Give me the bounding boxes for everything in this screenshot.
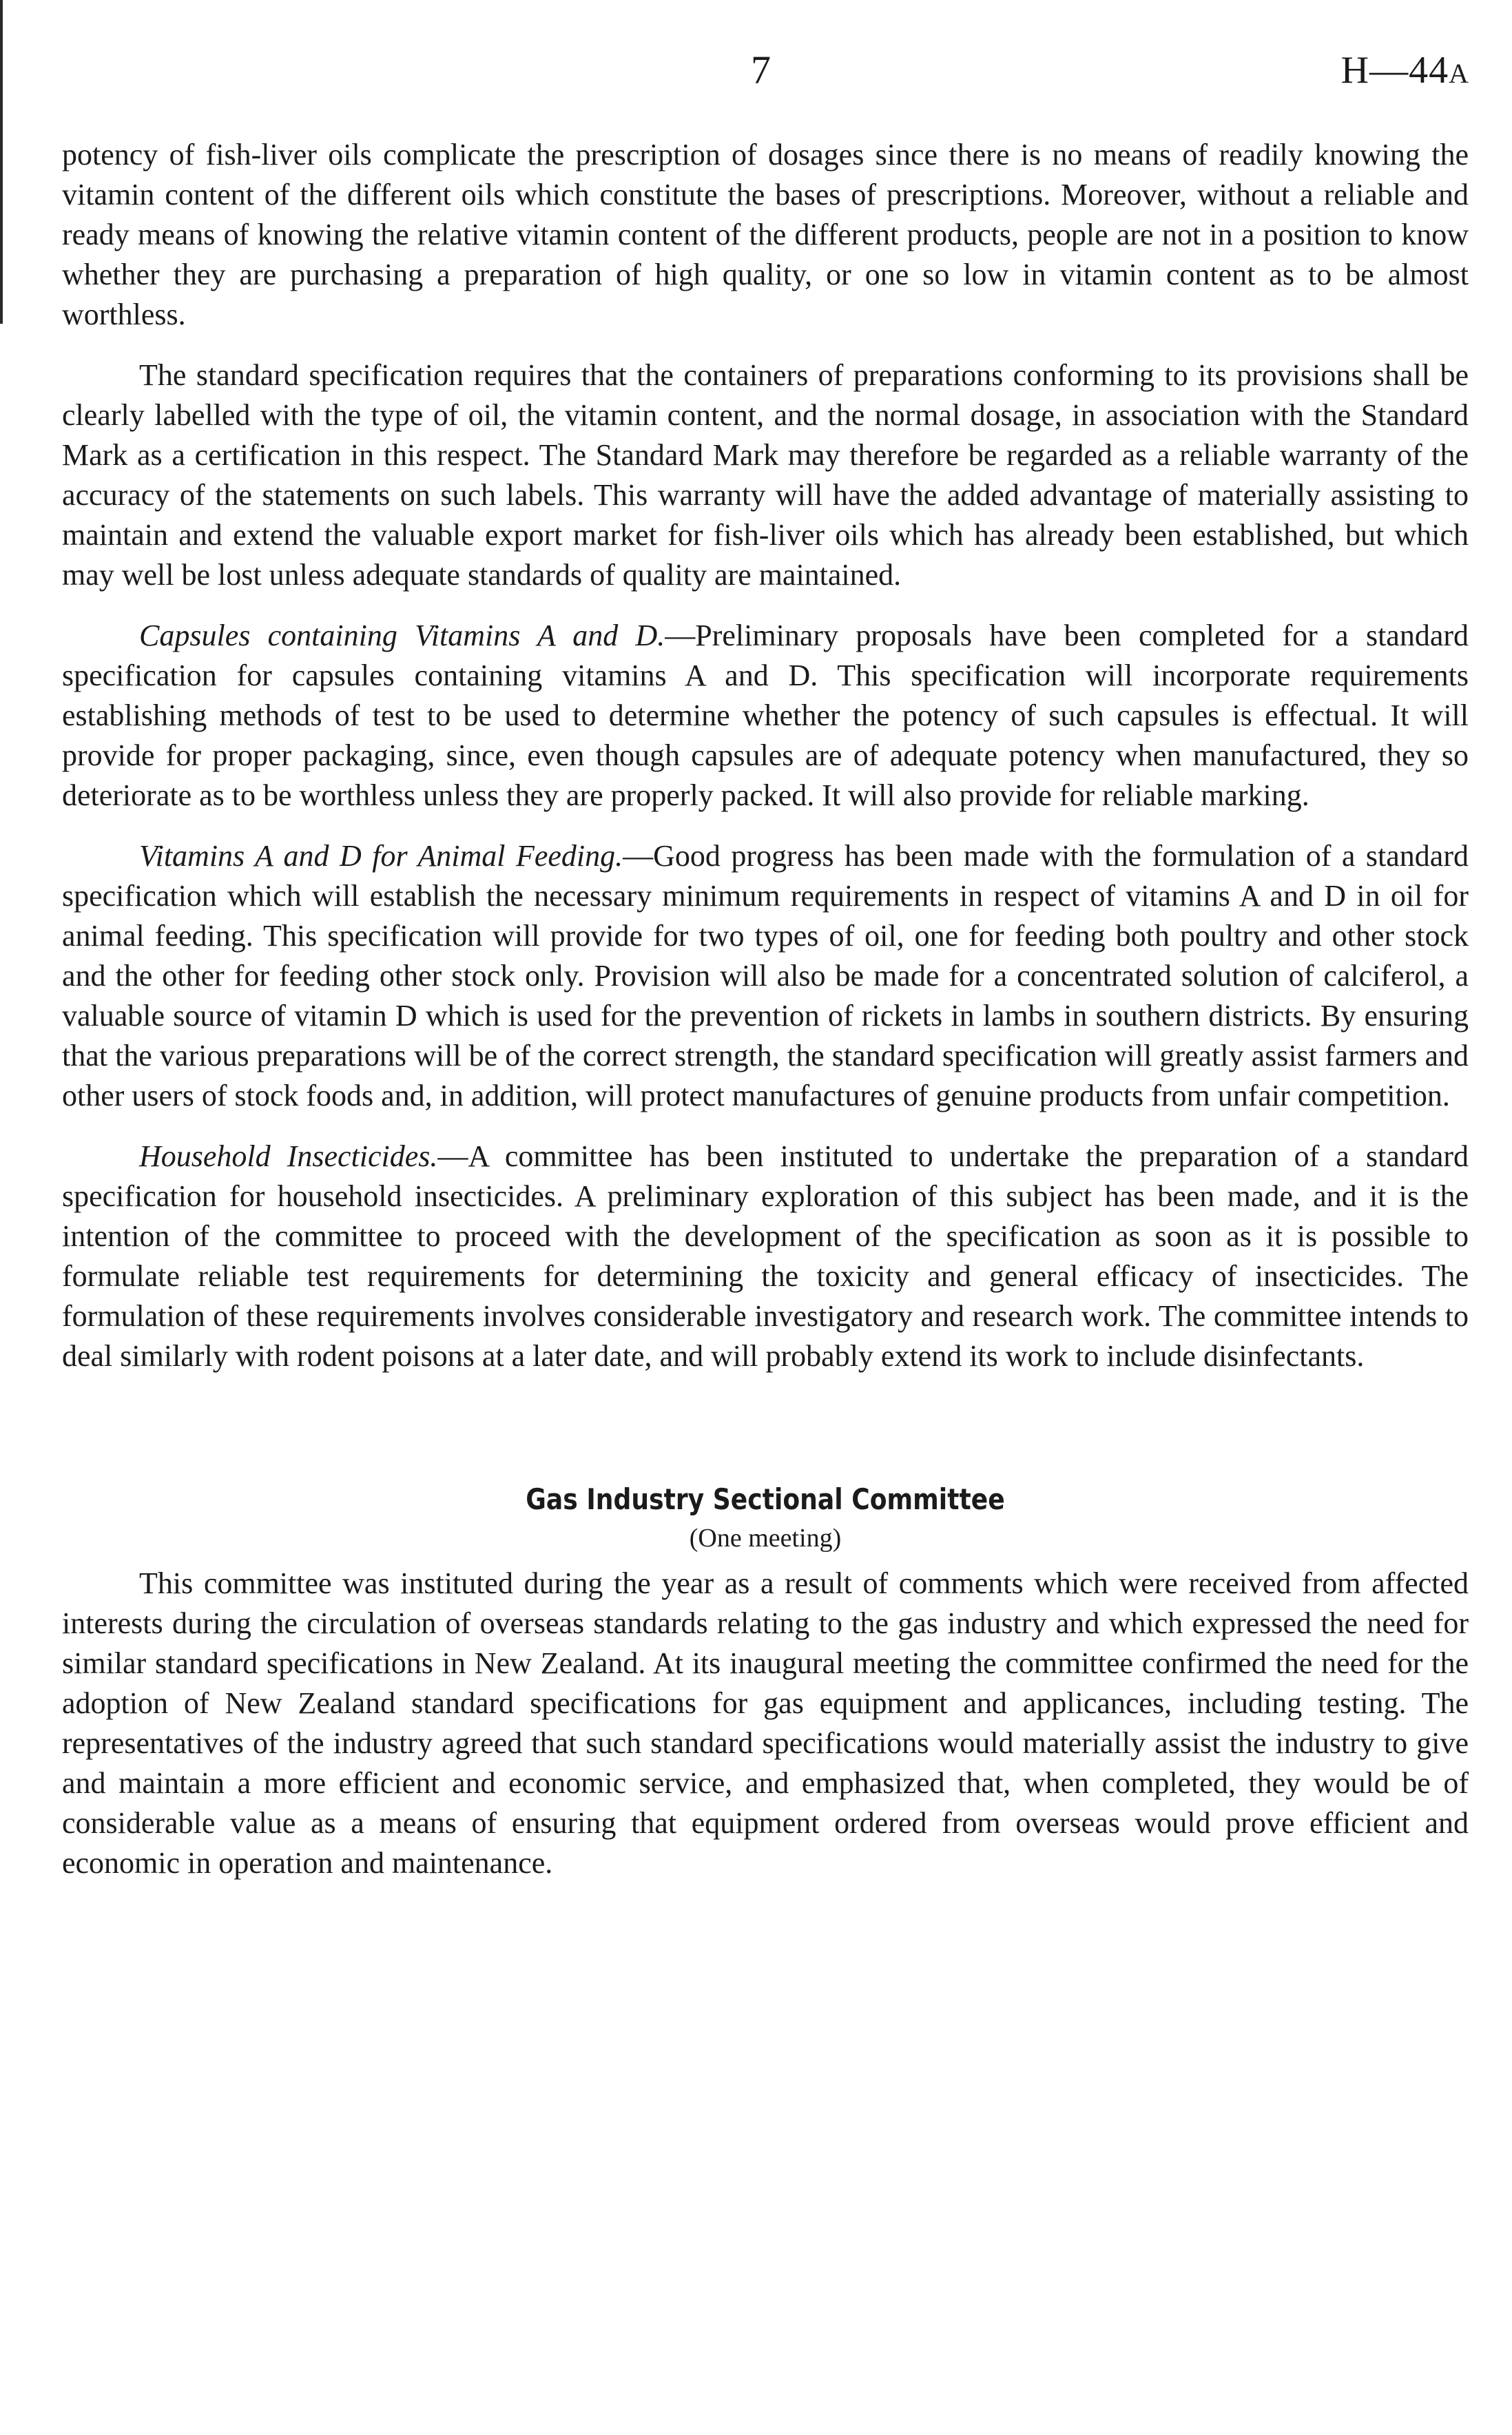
document-code-main: H—44 xyxy=(1340,49,1449,92)
paragraph-fish-liver-potency: potency of fish-liver oils complicate the prescription of dosages since there is no means of readily knowing the vitamin content of the different oils which constitute the bases of prescriptions. Moreover, without a reliable and ready means of knowing the relative vitamin content of the different products, people are not in a position to know whether they are purchasing a preparation of high quality, or one so low in vitamin content as to be almost worthless. xyxy=(62,138,1469,331)
document-code-suffix: A xyxy=(1449,58,1469,89)
paragraph-insecticides xyxy=(62,1137,1469,1376)
paragraph-insecticides-title: Household Insecticides. xyxy=(139,1139,438,1173)
paragraph-animal-feeding-body: —Good progress has been made with the formulation of a standard specification which will establish the necessary minimum requirements in respect of vitamins A and D in oil for animal feeding. This specification will provide for two types of oil, one for feeding both poultry and other stock and the other for feeding other stock only. Provision will also be made for a concentrated solution of calciferol, a valuable source of vitamin D which is used for the prevention of rickets in lambs in southern districts. By ensuring that the various preparations will be of the correct strength, the standard specification will greatly assist farmers and other users of stock foods and, in addition, will protect manufactures of genuine products from unfair competition. xyxy=(62,839,1469,1112)
paragraph-capsules-title: Capsules containing Vitamins A and D. xyxy=(139,619,665,652)
page-number: 7 xyxy=(751,48,771,92)
section-subheading: (One meeting) xyxy=(689,1524,842,1553)
paragraph-gas-committee: This committee was instituted during the year as a result of comments which were received from affected interests during the circulation of overseas standards relating to the gas industry and which expressed the need for similar standard specifications in New Zealand. At its inaugural meeting the committee confirmed the need for the adoption of New Zealand standard specifications for gas equipment and applicances, including testing. The representatives of the industry agreed that such standard specifications would materially assist the industry to give and maintain a more efficient and economic service, and emphasized that, when completed, they would be of considerable value as a means of ensuring that equipment ordered from overseas would prove efficient and economic in operation and maintenance. xyxy=(62,1566,1469,1880)
section-heading: Gas Industry Sectional Committee xyxy=(526,1482,1005,1516)
document-code xyxy=(1341,43,1469,101)
paragraph-insecticides-body: —A committee has been instituted to undertake the preparation of a standard specification for household insecticides. A preliminary exploration of this subject has been made, and it is the intention of the committee to proceed with the development of the specification as soon as it is possible to formulate reliable test requirements for determining the toxicity and general efficacy of insecticides. The formulation of these requirements involves considerable investigatory and research work. The committee intends to deal similarly with rodent poisons at a later date, and will probably extend its work to include disinfectants. xyxy=(62,1139,1469,1373)
page-header xyxy=(0,43,1512,98)
paragraph-standard-mark: The standard specification requires that the containers of preparations conforming to its provisions shall be clearly labelled with the type of oil, the vitamin content, and the normal dosage, in association with the Standard Mark as a certification in this respect. The Standard Mark may therefore be regarded as a reliable warranty of the accuracy of the statements on such labels. This warranty will have the added advantage of materially assisting to maintain and extend the valuable export market for fish-liver oils which has already been established, but which may well be lost unless adequate standards of quality are maintained. xyxy=(62,358,1469,592)
paragraph-capsules xyxy=(62,616,1469,816)
paragraph-animal-feeding xyxy=(62,836,1469,1116)
paragraph-animal-feeding-title: Vitamins A and D for Animal Feeding. xyxy=(139,839,623,873)
page-body xyxy=(62,135,1469,1883)
paragraph-capsules-body: —Preliminary proposals have been completed for a standard specification for capsules containing vitamins A and D. This specification will incorporate requirements establishing methods of test to be used to determine whether the potency of such capsules is effectual. It will provide for proper packaging, since, even though capsules are of adequate potency when manufactured, they so deteriorate as to be worthless unless they are properly packed. It will also provide for reliable marking. xyxy=(62,619,1469,812)
